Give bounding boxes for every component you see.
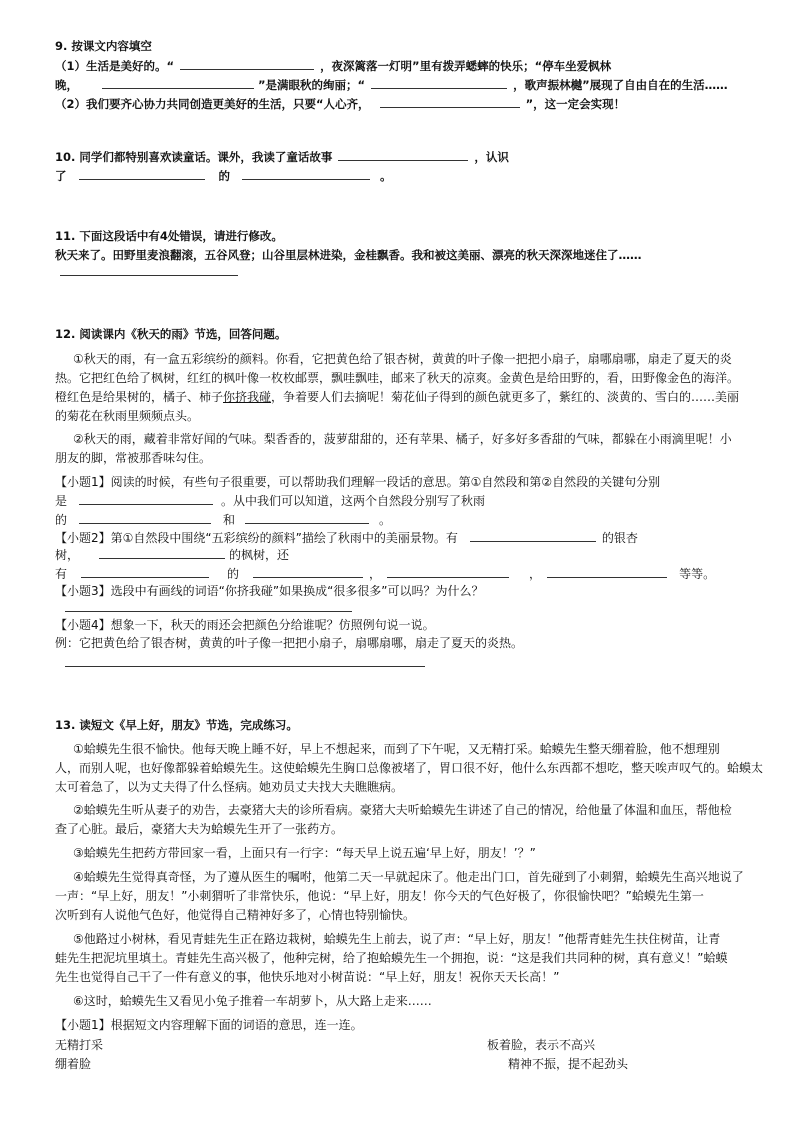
- q13-p3: ③蛤蟆先生把药方带回家一看，上面只有一行字：“每天早上说五遍‘早上好，朋友！’？”: [73, 846, 536, 860]
- q12-sub2-blank2[interactable]: [99, 547, 225, 559]
- q13-p4-line1: ④蛤蟆先生觉得真奇怪，为了遵从医生的嘱咐，他第二天一早就起床了。他走出门口，首先碰到了小刺猬，蛤蟆先生高兴地说了: [73, 870, 744, 884]
- q12-sub3-answer-line[interactable]: [65, 611, 352, 612]
- underlined-phrase: 你挤我碰: [223, 390, 272, 404]
- q11-answer-line[interactable]: [60, 275, 238, 276]
- q13-p5-line2: 蛙先生把泥坑里填土。青蛙先生高兴极了，他种完树，给了抱蛤蟆先生一个拥抱，说：“这是我们共同种的树，真有意义！”蛤蟆: [55, 951, 728, 965]
- q10-blank2[interactable]: [79, 168, 205, 180]
- q12-p1-line1: ①秋天的雨，有一盒五彩缤纷的颜料。你看，它把黄色给了银杏树，黄黄的叶子像一把把小扇子，扇哪扇哪，扇走了夏天的炎: [73, 352, 732, 366]
- q10-blank3[interactable]: [242, 168, 370, 180]
- q10-line1: 10. 同学们都特别喜欢读童话。课外，我读了童话故事 ，认识: [55, 150, 509, 164]
- match-right-item-2[interactable]: 精神不振，提不起劲头: [508, 1057, 629, 1071]
- q12-sub2-blank3[interactable]: [81, 566, 209, 578]
- q12-sub1-line3: 的 和 。: [55, 513, 392, 527]
- q12-sub4: 【小题4】想象一下，秋天的雨还会把颜色分给谁呢？仿照例句说一说。: [55, 618, 435, 632]
- q12-sub1-line2: 是 。从中我们可以知道，这两个自然段分别写了秋雨: [55, 494, 486, 508]
- q9-blank1[interactable]: [180, 58, 314, 70]
- q13-p5-line3: 先生也觉得自己干了一件有意义的事，他快乐地对小树苗说：“早上好，朋友！祝你天天长高！”: [55, 970, 560, 984]
- match-left-item-1[interactable]: 无精打采: [55, 1038, 104, 1052]
- q13-sub1: 【小题1】根据短文内容理解下面的词语的意思，连一连。: [55, 1018, 363, 1032]
- q12-sub2-blank1[interactable]: [470, 530, 596, 542]
- q12-p1-line2: 热。它把红色给了枫树，红红的枫叶像一枚枚邮票，飘哇飘哇，邮来了秋天的凉爽。金黄色是给田野的，看，田野像金色的海洋。: [55, 371, 740, 385]
- q12-p2-line2: 朋友的脚，常被那香味勾住。: [55, 451, 212, 465]
- match-left-item-2[interactable]: 绷着脸: [55, 1057, 92, 1071]
- q12-title: 12. 阅读课内《秋天的雨》节选，回答问题。: [55, 327, 287, 341]
- q9-line3: （2）我们要齐心协力共同创造更美好的生活，只要“人心齐， ”，这一定会实现！: [55, 97, 626, 111]
- q13-p2-line1: ②蛤蟆先生听从妻子的劝告，去豪猪大夫的诊所看病。豪猪大夫听蛤蟆先生讲述了自己的情况，给他量了体温和血压，帮他检: [73, 803, 732, 817]
- match-right-item-1[interactable]: 板着脸，表示不高兴: [487, 1038, 596, 1052]
- q12-p1-line3: 橙红色是给果树的，橘子、柿子你挤我碰，争着要人们去摘呢！菊花仙子得到的颜色就更多了，紫红的、淡黄的、雪白的……美丽: [55, 390, 740, 404]
- q13-p1-line1: ①蛤蟆先生很不愉快。他每天晚上睡不好，早上不想起来，而到了下午呢，又无精打采。蛤蟆先生整天绷着脸，他不想理别: [73, 742, 720, 756]
- q12-p2-line1: ②秋天的雨，藏着非常好闻的气味。梨香香的，菠萝甜甜的，还有苹果、橘子，好多好多香甜的气味，都躲在小雨滴里呢！小: [73, 432, 732, 446]
- q12-sub1-blank1[interactable]: [79, 493, 213, 505]
- q13-p2-line2: 查了心脏。最后，豪猪大夫为蛤蟆先生开了一张药方。: [55, 822, 344, 836]
- q12-sub1-blank3[interactable]: [245, 512, 369, 524]
- q12-sub2-blank4[interactable]: [253, 566, 363, 578]
- q9-line2: 晚， ”是满眼秋的绚丽；“ ，歌声振林樾”展现了自由自在的生活……: [55, 78, 728, 92]
- q12-sub2-line1: 【小题2】第①自然段中围绕“五彩缤纷的颜料”描绘了秋雨中的美丽景物。有 的银杏: [55, 531, 638, 545]
- q12-sub3: 【小题3】选段中有画线的词语“你挤我碰”如果换成“很多很多”可以吗？为什么？: [55, 584, 484, 598]
- q12-sub2-line2: 树， 的枫树，还: [55, 548, 290, 562]
- q12-p1-line4: 的菊花在秋雨里频频点头。: [55, 409, 200, 423]
- q13-p1-line2: 人，而别人呢，也好像都躲着蛤蟆先生。这使蛤蟆先生胸口总像被堵了，胃口很不好，他什么东西都不想吃，整天唉声叹气的。蛤蟆太: [55, 761, 764, 775]
- q11-text: 秋天来了。田野里麦浪翻滚，五谷风登；山谷里层林进染，金桂飘香。我和被这美丽、漂亮的秋天深深地迷住了……: [55, 248, 642, 262]
- q12-sub4-example: 例：它把黄色给了银杏树，黄黄的叶子像一把把小扇子，扇哪扇哪，扇走了夏天的炎热。: [55, 636, 524, 650]
- q13-p4-line3: 次听到有人说他气色好，他觉得自己精神好多了，心情也特别愉快。: [55, 908, 416, 922]
- q9-line1: （1）生活是美好的。“ ，夜深篱落一灯明”里有拨弄蟋蟀的快乐；“停车坐爱枫林: [55, 59, 612, 73]
- q13-title: 13. 读短文《早上好，朋友》节选，完成练习。: [55, 718, 298, 732]
- q9-blank4[interactable]: [380, 96, 520, 108]
- q10-line2: 了 的 。: [55, 169, 392, 183]
- q9-blank3[interactable]: [371, 77, 507, 89]
- q9-blank2[interactable]: [102, 77, 254, 89]
- q13-p4-line2: 一声：“早上好，朋友！”小刺猬听了非常快乐，他说：“早上好，朋友！你今天的气色好极了，你很愉快吧？”蛤蟆先生第一: [55, 889, 704, 903]
- q12-sub1-line1: 【小题1】阅读的时候，有些句子很重要，可以帮助我们理解一段话的意思。第①自然段和第②自然段的关键句分别: [55, 475, 661, 489]
- q12-sub2-blank6[interactable]: [547, 566, 667, 578]
- q12-sub2-blank5[interactable]: [387, 566, 509, 578]
- q10-blank1[interactable]: [338, 149, 468, 161]
- q13-p1-line3: 太可着急了，以为丈夫得了什么怪病。她劝员丈夫找大夫瞧瞧病。: [55, 780, 404, 794]
- q12-sub2-line3: 有 的 ， ， 等等。: [55, 567, 716, 581]
- q12-sub1-blank2[interactable]: [79, 512, 211, 524]
- q11-title: 11. 下面这段话中有4处错误，请进行修改。: [55, 229, 283, 243]
- q9-title: 9. 按课文内容填空: [55, 39, 152, 53]
- q13-p6: ⑥这时，蛤蟆先生又看见小兔子推着一车胡萝卜，从大路上走来……: [73, 994, 432, 1008]
- q13-p5-line1: ⑤他路过小树林，看见青蛙先生正在路边栽树，蛤蟆先生上前去，说了声：“早上好，朋友！”他帮青蛙先生扶住树苗，让青: [73, 932, 721, 946]
- q12-sub4-answer-line[interactable]: [65, 666, 425, 667]
